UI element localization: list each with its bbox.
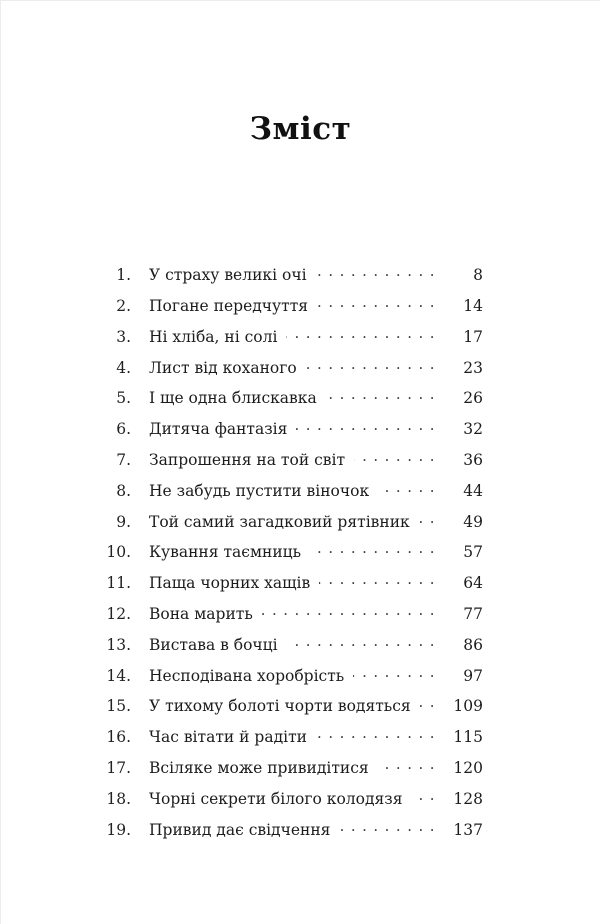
- chapter-title: Вистава в бочці: [149, 635, 278, 654]
- dot-leader: [286, 328, 441, 346]
- chapter-number: 3.: [116, 327, 131, 346]
- page-number: 57: [463, 543, 483, 562]
- page-number: 97: [463, 666, 483, 685]
- toc-entry: [101, 420, 483, 451]
- dot-leader: [326, 389, 441, 407]
- chapter-number: 9.: [116, 512, 131, 531]
- page-number: 26: [463, 389, 483, 408]
- dot-leader: [306, 359, 441, 377]
- chapter-title: Привид дає свідчення: [149, 820, 331, 839]
- chapter-title: І ще одна блискавка: [149, 389, 317, 408]
- dot-leader: [339, 821, 441, 839]
- chapter-number: 8.: [116, 481, 131, 500]
- chapter-number: 10.: [106, 543, 131, 562]
- dot-leader: [378, 759, 441, 777]
- page-number: 36: [463, 450, 483, 469]
- chapter-title: Той самий загадковий рятівник: [149, 512, 410, 531]
- page-number: 44: [463, 481, 483, 500]
- toc-entry: [101, 728, 483, 759]
- page-number: 23: [463, 358, 483, 377]
- dot-leader: [420, 697, 441, 715]
- page-number: 49: [463, 512, 483, 531]
- chapter-title: Паща чорних хащів: [149, 574, 311, 593]
- chapter-title: Кування таємниць: [149, 543, 302, 562]
- dot-leader: [354, 451, 441, 469]
- toc-entry: [101, 697, 483, 728]
- toc-entry: [101, 636, 483, 667]
- toc-entry: [101, 297, 483, 328]
- chapter-number: 5.: [116, 389, 131, 408]
- chapter-title: Вона марить: [149, 604, 253, 623]
- toc-entry: [101, 821, 483, 852]
- dot-leader: [378, 482, 441, 500]
- page-number: 8: [473, 266, 483, 285]
- toc-entry: [101, 605, 483, 636]
- toc-entry: [101, 266, 483, 297]
- dot-leader: [310, 543, 441, 561]
- chapter-title: Дитяча фантазія: [149, 420, 288, 439]
- chapter-title: Погане передчуття: [149, 296, 309, 315]
- page-number: 14: [463, 296, 483, 315]
- chapter-number: 7.: [116, 450, 131, 469]
- chapter-title: Не забудь пустити віночок: [149, 481, 370, 500]
- dot-leader: [419, 513, 441, 531]
- page-number: 115: [453, 728, 483, 747]
- chapter-number: 2.: [116, 296, 131, 315]
- toc-entry: [101, 451, 483, 482]
- chapter-number: 11.: [106, 574, 131, 593]
- chapter-number: 13.: [106, 635, 131, 654]
- chapter-number: 15.: [106, 697, 131, 716]
- chapter-number: 12.: [106, 604, 131, 623]
- page-number: 120: [453, 758, 483, 777]
- chapter-title: Ні хліба, ні солі: [149, 327, 278, 346]
- dot-leader: [316, 728, 441, 746]
- chapter-title: У страху великі очі: [149, 266, 307, 285]
- chapter-title: Запрошення на той світ: [149, 450, 346, 469]
- dot-leader: [353, 667, 441, 685]
- toc-entry: [101, 482, 483, 513]
- chapter-number: 17.: [106, 758, 131, 777]
- toc-entry: [101, 359, 483, 390]
- chapter-title: Час вітати й радіти: [149, 728, 307, 747]
- dot-leader: [316, 266, 441, 284]
- dot-leader: [412, 790, 441, 808]
- chapter-number: 6.: [116, 420, 131, 439]
- chapter-title: Чорні секрети білого колодязя: [149, 789, 403, 808]
- page-number: 128: [453, 789, 483, 808]
- chapter-number: 1.: [116, 266, 131, 285]
- page-number: 32: [463, 420, 483, 439]
- dot-leader: [296, 420, 441, 438]
- page-number: 77: [463, 604, 483, 623]
- chapter-number: 19.: [106, 820, 131, 839]
- chapter-title: У тихому болоті чорти водяться: [149, 697, 411, 716]
- toc-entry: [101, 543, 483, 574]
- dot-leader: [317, 297, 441, 315]
- toc-entry: [101, 328, 483, 359]
- page-number: 86: [463, 635, 483, 654]
- chapter-number: 14.: [106, 666, 131, 685]
- chapter-number: 4.: [116, 358, 131, 377]
- dot-leader: [262, 605, 441, 623]
- chapter-title: Несподівана хоробрість: [149, 666, 345, 685]
- dot-leader: [287, 636, 441, 654]
- chapter-title: Всіляке може привидітися: [149, 758, 369, 777]
- toc-entry: [101, 574, 483, 605]
- toc-entry: [101, 389, 483, 420]
- chapter-title: Лист від коханого: [149, 358, 297, 377]
- page-number: 109: [453, 697, 483, 716]
- page-number: 64: [463, 574, 483, 593]
- page-title: Зміст: [249, 111, 352, 147]
- toc-list: [101, 266, 483, 851]
- chapter-number: 16.: [106, 728, 131, 747]
- toc-entry: [101, 513, 483, 544]
- toc-entry: [101, 790, 483, 821]
- page-number: 137: [453, 820, 483, 839]
- chapter-number: 18.: [106, 789, 131, 808]
- page-number: 17: [463, 327, 483, 346]
- toc-entry: [101, 759, 483, 790]
- toc-entry: [101, 667, 483, 698]
- dot-leader: [319, 574, 441, 592]
